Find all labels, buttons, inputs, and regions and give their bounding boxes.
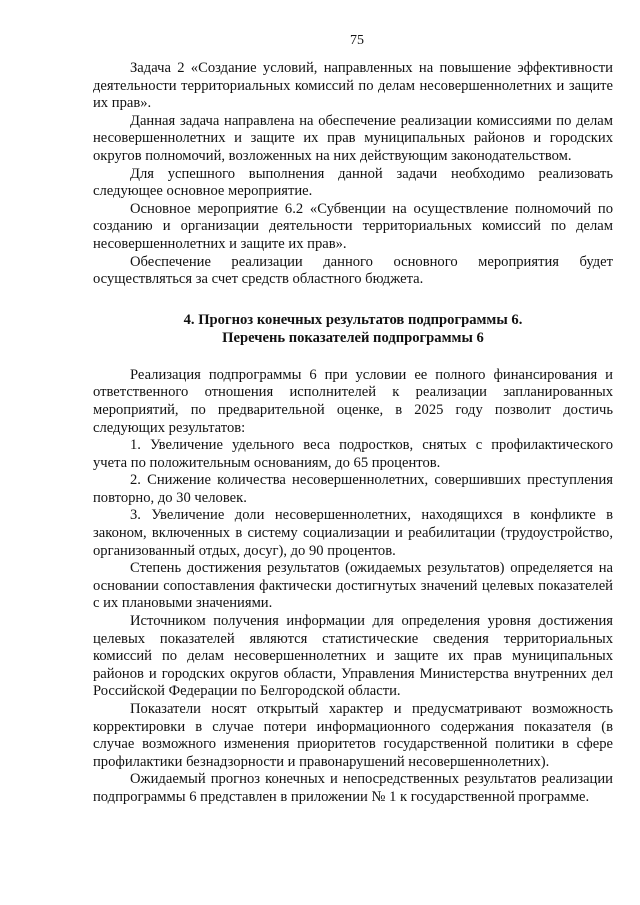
paragraph-indicators-open: Показатели носят открытый характер и предусматривают возможность корректировки в случае потери информационного содержания показателя (в случае возможного изменения приоритетов государственной политики в сфере профилактики безнадзорности и правонарушений несовершеннолетних). (93, 701, 613, 770)
paragraph-achievement-degree: Степень достижения результатов (ожидаемых результатов) определяется на основании сопоставления фактически достигнутых значений целевых показателей с их плановыми значениями. (93, 560, 613, 612)
paragraph-main-activity-6-2: Основное мероприятие 6.2 «Субвенции на осуществление полномочий по созданию и организации деятельности территориальных комиссий по делам несовершеннолетних и защите их прав». (93, 200, 613, 252)
paragraph-result-3: 3. Увеличение доли несовершеннолетних, находящихся в конфликте в законом, включенных в систему социализации и реабилитации (трудоустройство, организованный отдых, досуг), до 90 процентов. (93, 507, 613, 559)
paragraph-expected-results-intro: Реализация подпрограммы 6 при условии ее полного финансирования и ответственного отношения исполнителей к реализации запланированных мероприятий, по предварительной оценке, в 2025 году позволит достичь следующих результатов: (93, 366, 613, 436)
paragraph-main-activity-intro: Для успешного выполнения данной задачи необходимо реализовать следующее основное мероприятие. (93, 165, 613, 200)
paragraph-result-1: 1. Увеличение удельного веса подростков, снятых с профилактического учета по положительным основаниям, до 65 процентов. (93, 437, 613, 471)
paragraph-task-description: Данная задача направлена на обеспечение реализации комиссиями по делам несовершеннолетних и защите их прав муниципальных районов и городских округов полномочий, возложенных на них действующим законодательством. (93, 112, 613, 164)
section-heading (93, 311, 613, 347)
section-heading-line-2: Перечень показателей подпрограммы 6 (222, 329, 484, 346)
paragraph-task-2: Задача 2 «Создание условий, направленных на повышение эффективности деятельности территориальных комиссий по делам несовершеннолетних и защите их прав». (93, 60, 613, 112)
section-heading-line-1: 4. Прогноз конечных результатов подпрограммы 6. (183, 311, 523, 328)
paragraph-funding-source: Обеспечение реализации данного основного мероприятия будет осуществляться за счет средств областного бюджета. (93, 253, 613, 288)
paragraph-result-2: 2. Снижение количества несовершеннолетних, совершивших преступления повторно, до 30 человек. (93, 472, 613, 506)
paragraph-forecast-appendix: Ожидаемый прогноз конечных и непосредственных результатов реализации подпрограммы 6 представлен в приложении № 1 к государственной программе. (93, 771, 613, 805)
paragraph-information-source: Источником получения информации для определения уровня достижения целевых показателей являются статистические сведения территориальных комиссий по делам несовершеннолетних и защите их прав муниципальных районов и городских округов области, Управления Министерства внутренних дел Российской Федерации по Белгородской области. (93, 613, 613, 700)
document-page (93, 32, 613, 807)
page-number: 75 (350, 33, 364, 48)
